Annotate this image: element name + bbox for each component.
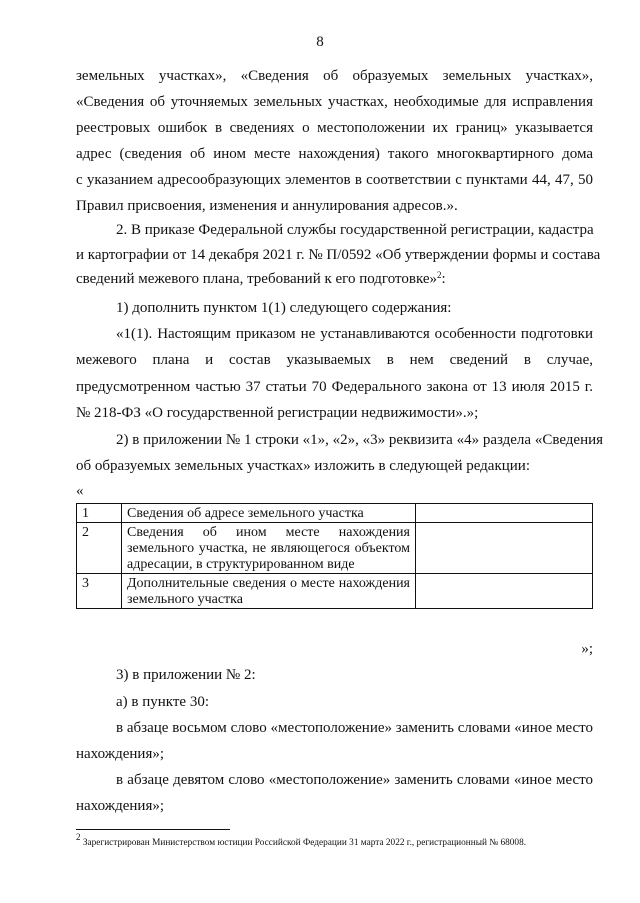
paragraph-line	[76, 270, 593, 288]
row-description: Сведения об адресе земельного участка	[122, 504, 416, 523]
footnote-separator	[76, 829, 230, 830]
requisites-table	[76, 503, 593, 609]
row-description: Дополнительные сведения о месте нахождения земельного участка	[122, 574, 416, 609]
row-number: 2	[77, 523, 122, 574]
paragraph-line: нахождения»;	[76, 798, 165, 814]
paragraph-line: 2) в приложении № 1 строки «1», «2», «3» реквизита «4» раздела «Сведения	[116, 432, 604, 448]
row-number: 3	[77, 574, 122, 609]
footnote	[76, 832, 596, 848]
table-row	[77, 523, 593, 574]
row-value	[416, 523, 593, 574]
row-number: 1	[77, 504, 122, 523]
paragraph-line: предусмотренном частью 37 статьи 70 Федерального закона от 13 июля 2015 г.	[76, 379, 593, 395]
paragraph-line: № 218-ФЗ «О государственной регистрации недвижимости».»;	[76, 405, 479, 421]
paragraph-line: адрес (сведения об ином месте нахождения) такого многоквартирного дома	[76, 146, 593, 162]
footnote-mark: 2	[76, 832, 81, 842]
close-quote: »;	[581, 641, 593, 657]
row-value	[416, 504, 593, 523]
table-row	[77, 504, 593, 523]
paragraph-line: 3) в приложении № 2:	[116, 667, 256, 683]
paragraph-line: «Сведения об уточняемых земельных участках, необходимые для исправления	[76, 94, 593, 110]
paragraph-line: и картографии от 14 декабря 2021 г. № П/0592 «Об утверждении формы и состава	[76, 247, 601, 263]
paragraph-text: :	[441, 271, 446, 287]
paragraph-line: нахождения»;	[76, 746, 165, 762]
row-value	[416, 574, 593, 609]
footnote-reference: 2	[437, 270, 442, 280]
paragraph-text: сведений межевого плана, требований к его подготовке»	[76, 271, 438, 287]
paragraph-line: в абзаце восьмом слово «местоположение» заменить словами «иное место	[116, 720, 593, 736]
paragraph-line: реестровых ошибок в сведениях о местоположении их границ» указывается	[76, 120, 593, 136]
paragraph-line: в абзаце девятом слово «местоположение» заменить словами «иное место	[116, 772, 593, 788]
table-row	[77, 574, 593, 609]
row-description: Сведения об ином месте нахождения земельного участка, не являющегося объектом адресации, в структурированном виде	[122, 523, 416, 574]
page-number: 8	[316, 34, 324, 50]
open-quote: «	[76, 483, 84, 499]
paragraph-line: а) в пункте 30:	[116, 694, 210, 710]
paragraph-line: Правил присвоения, изменения и аннулирования адресов.».	[76, 198, 458, 214]
footnote-text: Зарегистрирован Министерством юстиции Российской Федерации 31 марта 2022 г., регистрационный № 68008.	[82, 838, 527, 848]
paragraph-line: с указанием адресообразующих элементов в соответствии с пунктами 44, 47, 50	[76, 172, 593, 188]
paragraph-line: 2. В приказе Федеральной службы государственной регистрации, кадастра	[116, 222, 594, 238]
paragraph-line: межевого плана и состав указываемых в нем сведений в случае,	[76, 352, 593, 368]
paragraph-line: земельных участках», «Сведения об образуемых земельных участках»,	[76, 68, 593, 84]
paragraph-line: «1(1). Настоящим приказом не устанавливаются особенности подготовки	[116, 326, 593, 342]
paragraph-line: об образуемых земельных участках» изложить в следующей редакции:	[76, 458, 531, 474]
paragraph-line: 1) дополнить пунктом 1(1) следующего содержания:	[116, 300, 452, 316]
